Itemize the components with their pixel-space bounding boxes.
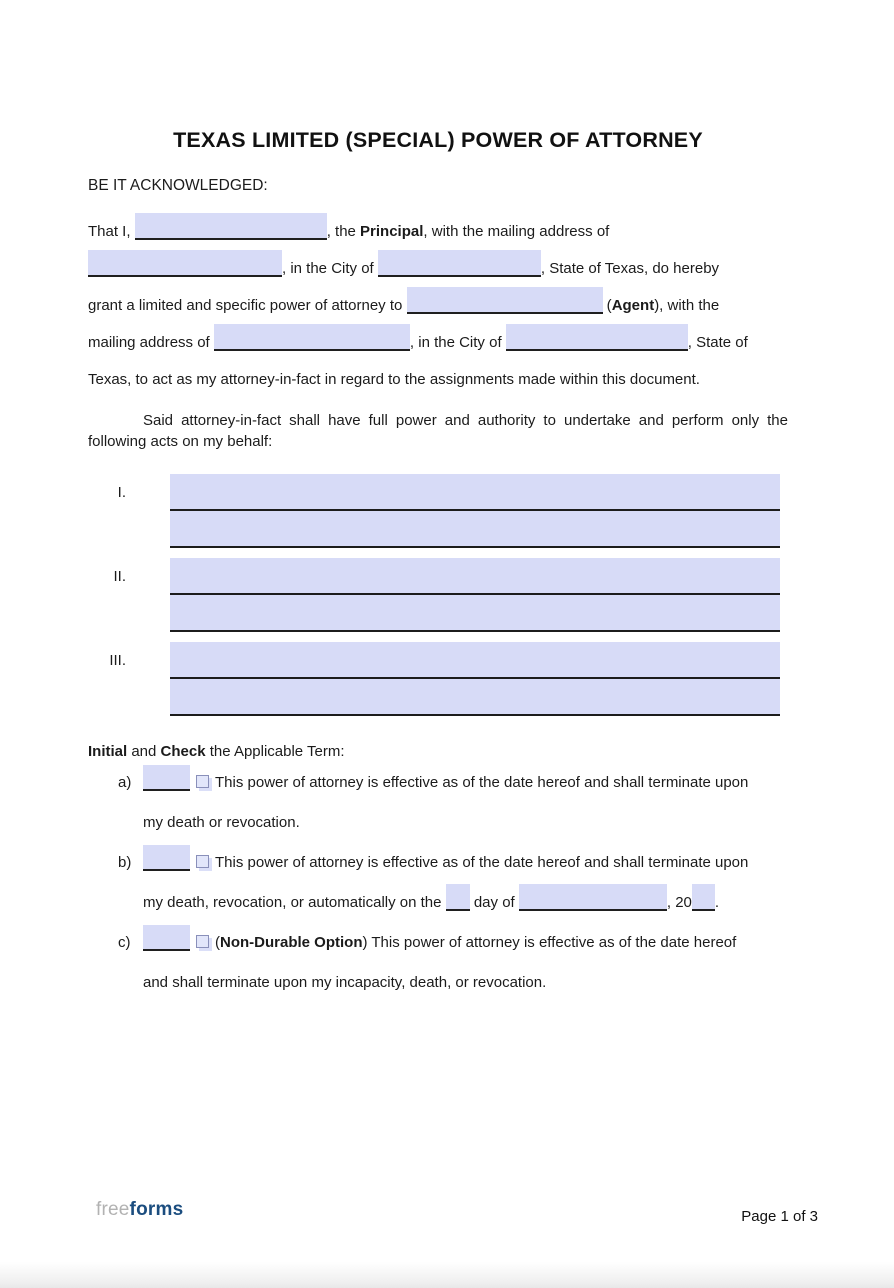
intro-line-3 xyxy=(88,287,788,324)
term-c-line-2: and shall terminate upon my incapacity, death, or revocation. xyxy=(143,974,547,991)
term-b-month-field[interactable] xyxy=(519,884,667,911)
intro-line-4 xyxy=(88,324,788,361)
term-a-checkbox[interactable] xyxy=(196,775,209,788)
term-a-marker: a) xyxy=(118,774,132,791)
terms-heading-bold-initial: Initial xyxy=(88,743,128,760)
term-b-text: This power of attorney is effective as of the date hereof and shall terminate upon xyxy=(215,854,749,871)
term-b-text-run: , 20 xyxy=(666,894,692,911)
terms-heading-bold-check: Check xyxy=(160,743,206,760)
term-c-text-run: ) This power of attorney is effective as of the date hereof xyxy=(362,934,737,951)
term-c-text-run: ( xyxy=(215,934,220,951)
term-b-line-2 xyxy=(143,883,788,923)
term-b-text-run: my death, revocation, or automatically on the xyxy=(143,894,446,911)
act-2-line-2-field[interactable] xyxy=(170,595,780,632)
act-label-2: II. xyxy=(113,568,126,585)
act-label-1: I. xyxy=(117,484,126,501)
agent-name-field[interactable] xyxy=(407,287,603,314)
principal-address-field[interactable] xyxy=(88,250,282,277)
terms-heading xyxy=(88,741,788,763)
powers-intro-paragraph xyxy=(88,410,788,452)
document-body xyxy=(0,129,894,1003)
term-c-line-1 xyxy=(88,923,788,963)
page-number: Page 1 of 3 xyxy=(741,1208,818,1225)
intro-text-run: , in the City of xyxy=(282,260,378,277)
powers-intro-line-2: following acts on my behalf: xyxy=(88,433,273,450)
act-3-fields xyxy=(170,642,780,716)
term-a-line-1 xyxy=(88,763,788,803)
terms-heading-text: and xyxy=(127,743,161,760)
document-page xyxy=(0,129,894,1288)
freeforms-logo-forms: forms xyxy=(129,1199,184,1220)
intro-line-5: Texas, to act as my attorney-in-fact in regard to the assignments made within this document. xyxy=(88,371,700,388)
term-a-line-2: my death or revocation. xyxy=(143,814,300,831)
terms-list xyxy=(88,763,788,1003)
term-b-line-1 xyxy=(88,843,788,883)
acts-list xyxy=(88,474,788,716)
freeforms-logo xyxy=(96,1200,183,1220)
intro-text-run: , State of xyxy=(687,334,748,351)
intro-paragraph xyxy=(88,213,788,398)
term-c-marker: c) xyxy=(118,934,131,951)
powers-intro-line-1: Said attorney-in-fact shall have full power and authority to undertake and perform only the xyxy=(143,412,788,429)
term-b-text-run: . xyxy=(714,894,720,911)
term-b-day-field[interactable] xyxy=(446,884,470,911)
preamble-text: BE IT ACKNOWLEDGED: xyxy=(88,177,268,194)
principal-bold-label: Principal xyxy=(360,223,424,240)
term-c-checkbox[interactable] xyxy=(196,935,209,948)
act-1-fields xyxy=(170,474,780,548)
principal-city-field[interactable] xyxy=(378,250,541,277)
agent-city-field[interactable] xyxy=(506,324,688,351)
principal-name-field[interactable] xyxy=(135,213,327,240)
term-c-bold-label: Non-Durable Option xyxy=(220,934,363,951)
freeforms-logo-free: free xyxy=(96,1199,130,1220)
agent-bold-label: Agent xyxy=(611,297,655,314)
intro-text-run: mailing address of xyxy=(88,334,214,351)
intro-text-run: That I, xyxy=(88,223,135,240)
act-3-line-1-field[interactable] xyxy=(170,642,780,679)
terms-heading-text: the Applicable Term: xyxy=(205,743,345,760)
intro-line-2 xyxy=(88,250,788,287)
intro-text-run: ), with the xyxy=(654,297,720,314)
document-title: TEXAS LIMITED (SPECIAL) POWER OF ATTORNEY xyxy=(173,128,703,152)
act-1-line-2-field[interactable] xyxy=(170,511,780,548)
act-section-1 xyxy=(88,474,788,548)
intro-text-run: , the xyxy=(326,223,361,240)
act-label-3: III. xyxy=(109,652,126,669)
term-a-initial-field[interactable] xyxy=(143,765,190,791)
act-1-line-1-field[interactable] xyxy=(170,474,780,511)
term-b-checkbox[interactable] xyxy=(196,855,209,868)
term-b-initial-field[interactable] xyxy=(143,845,190,871)
page-bottom-edge xyxy=(0,1262,894,1288)
term-b-text-run: day of xyxy=(469,894,519,911)
intro-text-run: , in the City of xyxy=(409,334,506,351)
intro-line-1 xyxy=(88,213,788,250)
term-b-marker: b) xyxy=(118,854,132,871)
act-3-line-2-field[interactable] xyxy=(170,679,780,716)
intro-text-run: grant a limited and specific power of attorney to xyxy=(88,297,407,314)
act-section-3 xyxy=(88,642,788,716)
act-2-fields xyxy=(170,558,780,632)
act-section-2 xyxy=(88,558,788,632)
intro-text-run: , with the mailing address of xyxy=(423,223,610,240)
term-c-initial-field[interactable] xyxy=(143,925,190,951)
term-b-year-field[interactable] xyxy=(692,884,715,911)
intro-text-run: , State of Texas, do hereby xyxy=(540,260,720,277)
agent-address-field[interactable] xyxy=(214,324,410,351)
term-a-text: This power of attorney is effective as of the date hereof and shall terminate upon xyxy=(215,774,749,791)
act-2-line-1-field[interactable] xyxy=(170,558,780,595)
intro-text-run: ( xyxy=(602,297,612,314)
